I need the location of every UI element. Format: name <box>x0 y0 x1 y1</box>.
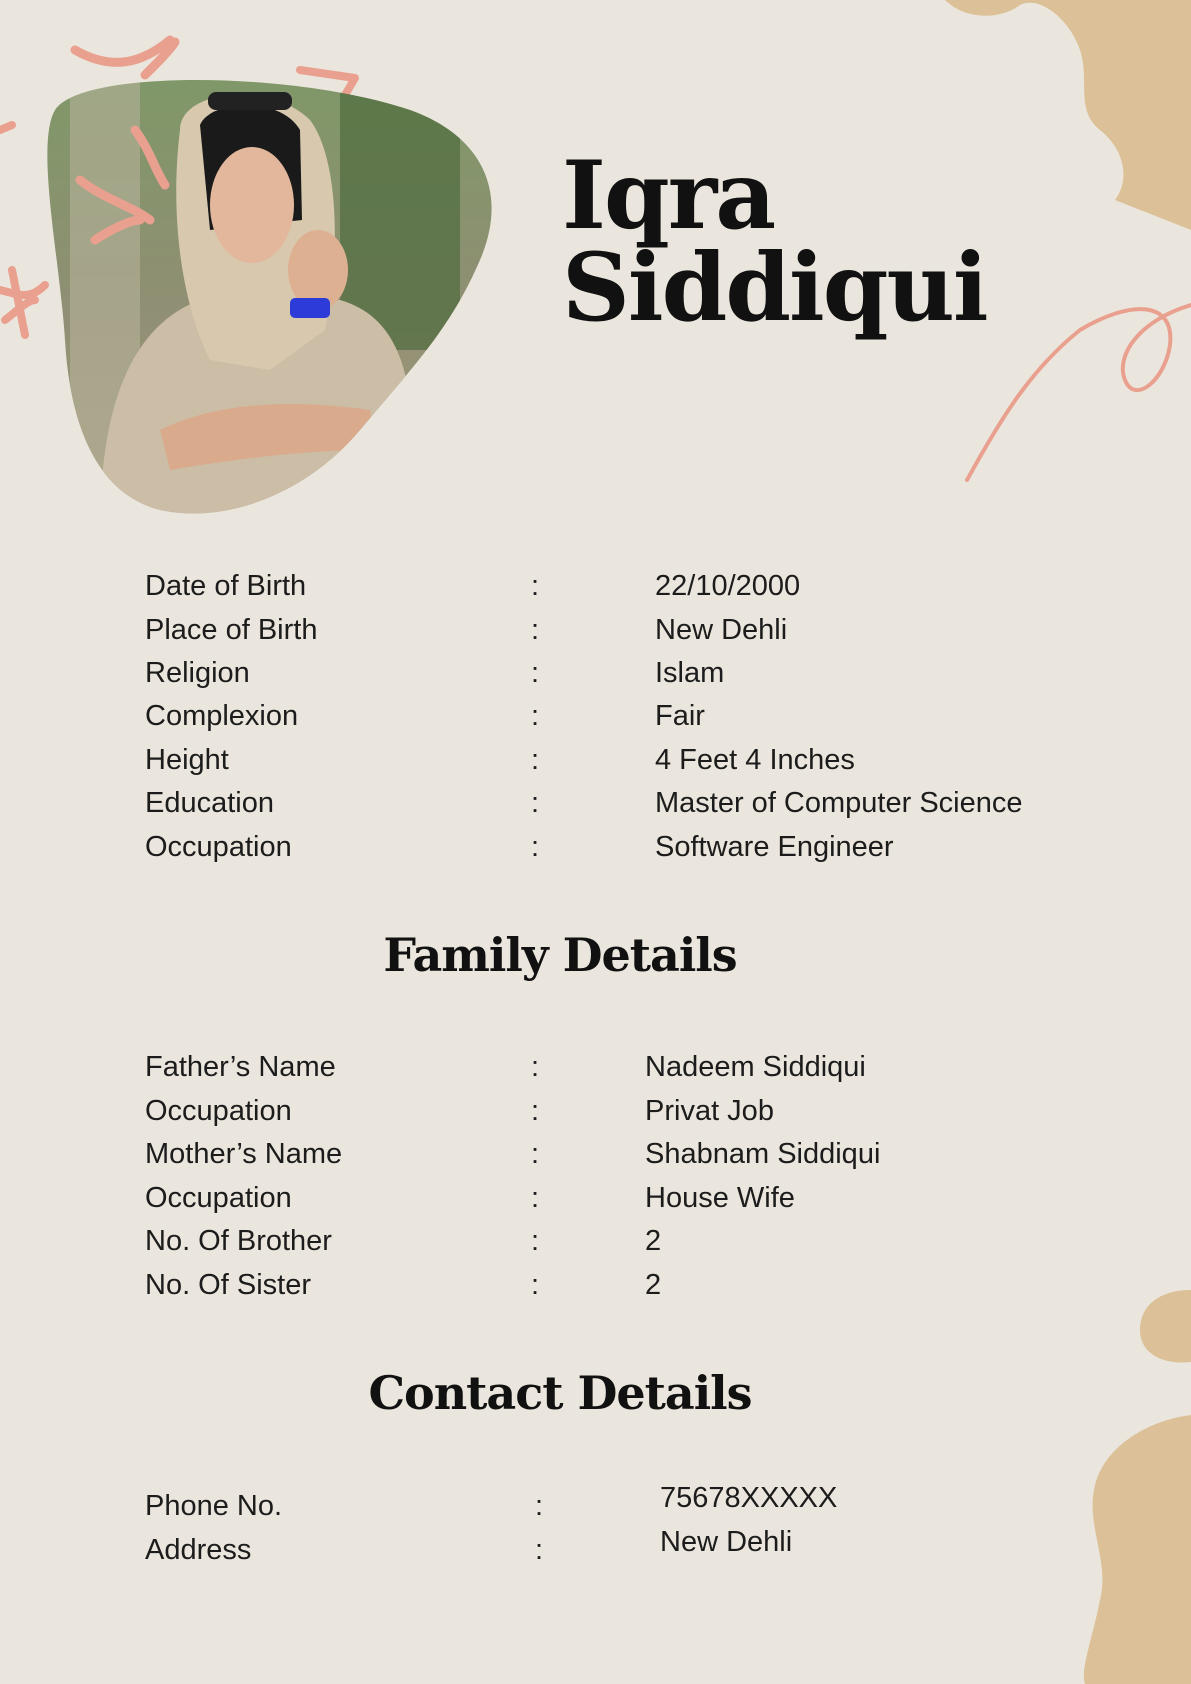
profile-photo-image <box>40 70 500 530</box>
detail-row <box>145 570 1125 610</box>
detail-row <box>145 1269 1125 1309</box>
detail-separator: : <box>531 1269 540 1301</box>
detail-value: 2 <box>645 1269 662 1301</box>
detail-value: 22/10/2000 <box>655 570 801 602</box>
detail-value: 4 Feet 4 Inches <box>655 744 855 776</box>
detail-row <box>145 1182 1125 1222</box>
detail-separator: : <box>531 1095 540 1127</box>
detail-value: Privat Job <box>645 1095 774 1127</box>
detail-row <box>145 1138 1125 1178</box>
detail-value: New Dehli <box>655 614 788 646</box>
detail-label: Mother’s Name <box>145 1138 343 1170</box>
detail-separator: : <box>535 1490 544 1522</box>
detail-value: 75678XXXXX <box>660 1482 838 1514</box>
detail-label: Education <box>145 787 274 819</box>
scribble-left <box>0 125 45 335</box>
detail-row <box>145 831 1125 871</box>
detail-value: Nadeem Siddiqui <box>645 1051 866 1083</box>
detail-label: Occupation <box>145 831 292 863</box>
last-name: Siddiqui <box>562 233 987 343</box>
detail-label: Date of Birth <box>145 570 307 602</box>
detail-label: No. Of Brother <box>145 1225 332 1257</box>
detail-separator: : <box>531 831 540 863</box>
detail-separator: : <box>531 1051 540 1083</box>
detail-value: Islam <box>655 657 725 689</box>
detail-separator: : <box>531 657 540 689</box>
detail-label: Father’s Name <box>145 1051 336 1083</box>
detail-label: Occupation <box>145 1182 292 1214</box>
contact-details-heading: Contact Details <box>368 1366 752 1420</box>
detail-value: House Wife <box>645 1182 795 1214</box>
detail-row <box>145 1482 1125 1530</box>
detail-row <box>145 1095 1125 1135</box>
detail-value: Master of Computer Science <box>655 787 1023 819</box>
family-details-heading: Family Details <box>383 928 737 982</box>
detail-separator: : <box>531 1182 540 1214</box>
detail-label: Occupation <box>145 1095 292 1127</box>
detail-label: Place of Birth <box>145 614 318 646</box>
detail-separator: : <box>531 1225 540 1257</box>
detail-row <box>145 1051 1125 1091</box>
detail-row <box>145 657 1125 697</box>
squiggle-line <box>967 305 1191 480</box>
detail-label: Phone No. <box>145 1490 283 1522</box>
detail-separator: : <box>535 1534 544 1566</box>
detail-label: Religion <box>145 657 250 689</box>
detail-label: Address <box>145 1534 252 1566</box>
detail-separator: : <box>531 787 540 819</box>
detail-separator: : <box>531 614 540 646</box>
name-block <box>562 141 987 343</box>
detail-label: Height <box>145 744 229 776</box>
detail-separator: : <box>531 744 540 776</box>
detail-separator: : <box>531 570 540 602</box>
detail-row <box>145 700 1125 740</box>
detail-label: Complexion <box>145 700 299 732</box>
detail-separator: : <box>531 1138 540 1170</box>
detail-row <box>145 1225 1125 1265</box>
bottom-right-blob-small <box>1140 1290 1191 1363</box>
detail-value: 2 <box>645 1225 662 1257</box>
detail-row <box>145 744 1125 784</box>
profile-photo <box>40 70 500 530</box>
detail-row <box>145 1526 1125 1574</box>
detail-value: Software Engineer <box>655 831 894 863</box>
detail-row <box>145 614 1125 654</box>
detail-separator: : <box>531 700 540 732</box>
detail-value: Shabnam Siddiqui <box>645 1138 881 1170</box>
detail-value: Fair <box>655 700 705 732</box>
detail-value: New Dehli <box>660 1526 793 1558</box>
first-name: Iqra <box>562 141 775 251</box>
detail-row <box>145 787 1125 827</box>
detail-label: No. Of Sister <box>145 1269 311 1301</box>
